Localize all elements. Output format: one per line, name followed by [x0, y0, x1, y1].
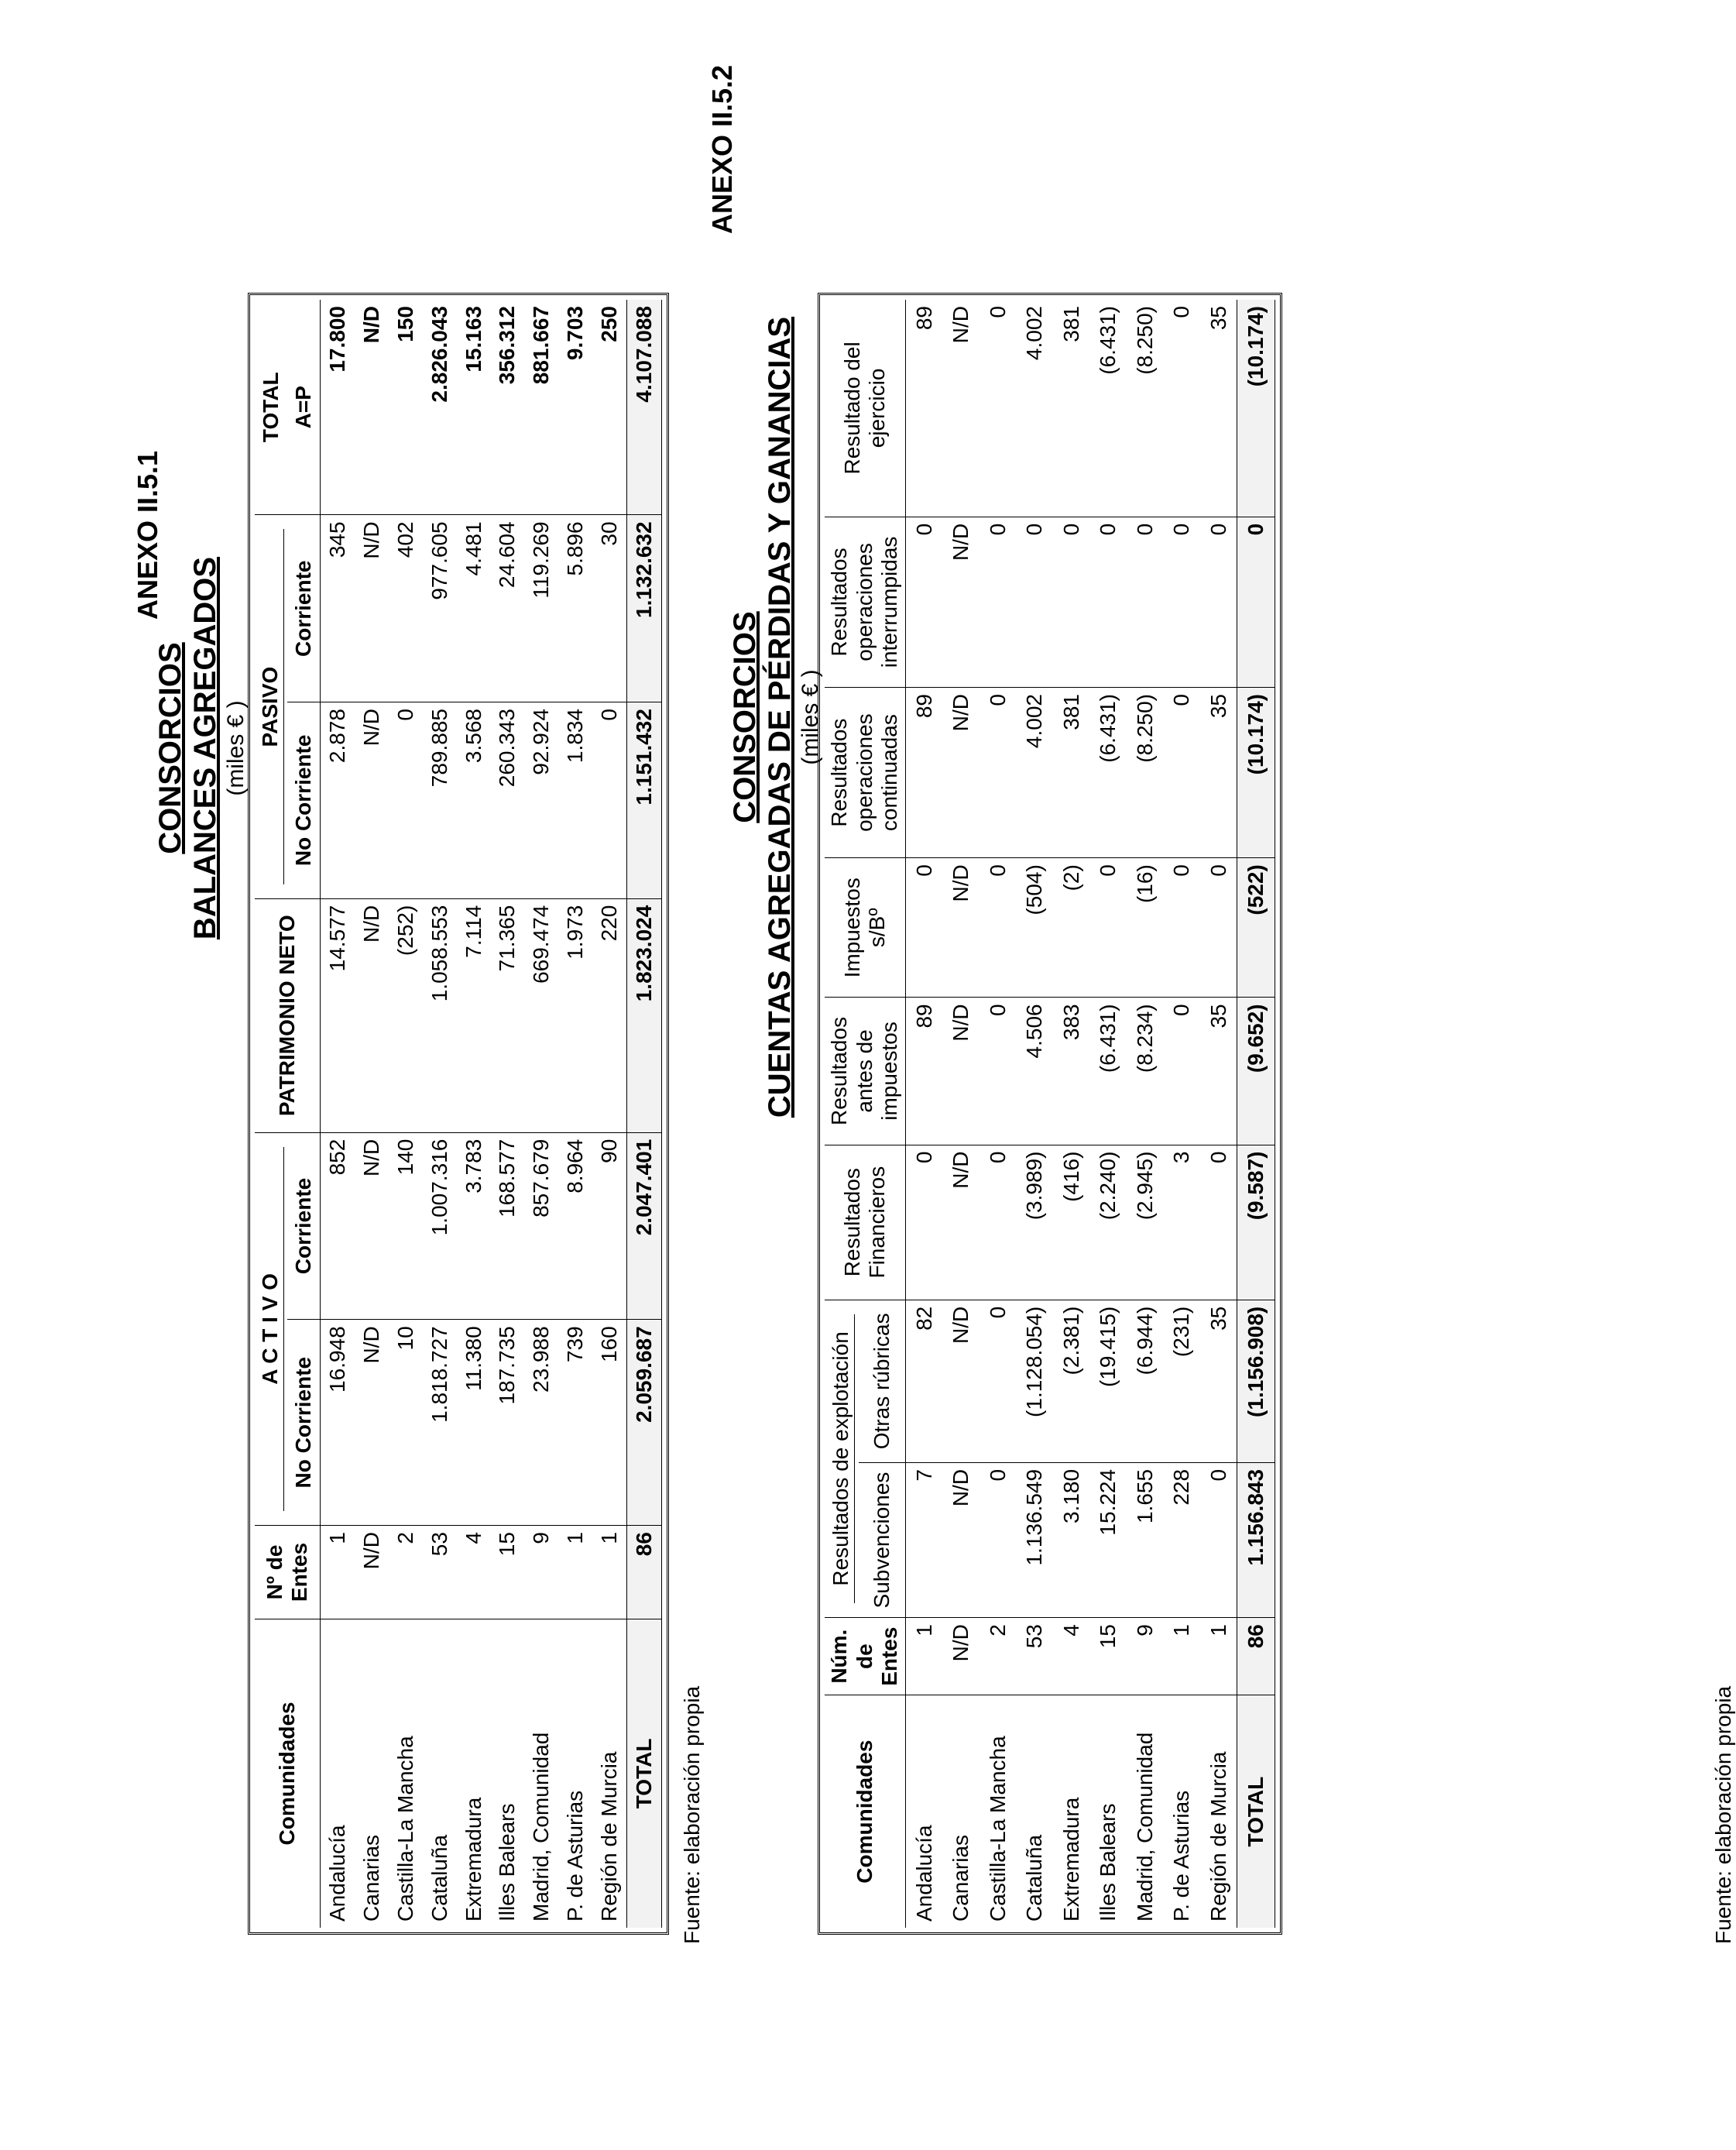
- table-cell: 2: [388, 1526, 422, 1619]
- row-label: Castilla-La Mancha: [980, 1695, 1017, 1928]
- header-continuadas: Resultados operaciones continuadas: [825, 688, 905, 858]
- table-row: [592, 300, 626, 1928]
- table-cell: 1.007.316: [422, 1132, 456, 1320]
- table-cell: 0: [1169, 306, 1194, 318]
- table-cell: N/D: [942, 688, 980, 858]
- table-cell: 4.002: [1022, 306, 1047, 361]
- table-cell: 0: [905, 858, 942, 998]
- table-cell: (8.250): [1127, 688, 1164, 858]
- table-cell: (1.128.054): [1016, 1300, 1053, 1462]
- table-cell: 260.343: [490, 702, 524, 899]
- table-cell: 23.988: [524, 1320, 558, 1526]
- table-cell: 0: [1127, 517, 1164, 687]
- table-cell: 53: [1016, 1618, 1053, 1695]
- table-cell: N/D: [942, 517, 980, 687]
- row-label: Extremadura: [456, 1619, 490, 1928]
- pyg-title: CONSORCIOS: [728, 611, 762, 823]
- balance-subtitle: BALANCES AGREGADOS: [187, 556, 222, 940]
- table-cell: N/D: [942, 1618, 980, 1695]
- table-cell: 0: [1200, 1462, 1237, 1617]
- table-cell: 0: [1163, 517, 1200, 687]
- row-label: Canarias: [354, 1619, 388, 1928]
- table-cell: 381: [1058, 306, 1083, 342]
- table-cell: (2): [1053, 858, 1090, 998]
- table-cell: 15: [1089, 1618, 1127, 1695]
- table-cell: 4.506: [1016, 998, 1053, 1145]
- table-cell: (231): [1163, 1300, 1200, 1462]
- header-subvenciones: Subvenciones: [859, 1462, 905, 1617]
- table-cell: 11.380: [456, 1320, 490, 1526]
- header-activo: [255, 1132, 287, 1525]
- table-cell: 90: [592, 1132, 626, 1320]
- table-cell: 4.002: [1016, 688, 1053, 858]
- table-cell: 92.924: [524, 702, 558, 899]
- table-cell: (6.431): [1089, 998, 1127, 1145]
- table-row: [1089, 300, 1127, 1928]
- header-comunidades: Comunidades: [825, 1695, 905, 1928]
- table-cell: 2.826.043: [427, 306, 451, 403]
- row-label: Extremadura: [1053, 1695, 1090, 1928]
- table-cell: 187.735: [490, 1320, 524, 1526]
- table-cell: 1: [558, 1526, 592, 1619]
- table-cell: 1.136.549: [1016, 1462, 1053, 1617]
- header-entes: Núm. de Entes: [825, 1618, 905, 1695]
- total-row: [1237, 300, 1275, 1928]
- table-row: [1200, 300, 1237, 1928]
- table-cell: 3: [1163, 1145, 1200, 1300]
- header-activo-label: A C T I V O: [258, 1147, 283, 1511]
- table-cell: 739: [558, 1320, 592, 1526]
- table-cell: 0: [1200, 1145, 1237, 1300]
- table-cell: N/D: [942, 1145, 980, 1300]
- table-cell: 383: [1053, 998, 1090, 1145]
- table-cell: (2.945): [1127, 1145, 1164, 1300]
- total-cell: (9.652): [1237, 998, 1275, 1145]
- table-cell: 0: [1200, 517, 1237, 687]
- row-label: Madrid, Comunidad: [1127, 1695, 1164, 1928]
- table-row: [1127, 300, 1164, 1928]
- table-cell: 1.058.553: [422, 898, 456, 1132]
- table-cell: N/D: [354, 1526, 388, 1619]
- row-label: Cataluña: [422, 1619, 456, 1928]
- table-cell: 35: [1200, 688, 1237, 858]
- row-label: Illes Balears: [490, 1619, 524, 1928]
- header-pasivo: [255, 515, 287, 898]
- table-cell: 7.114: [456, 898, 490, 1132]
- row-label: P. de Asturias: [1163, 1695, 1200, 1928]
- table-cell: 2.878: [320, 702, 354, 899]
- table-cell: (8.250): [1132, 306, 1157, 375]
- table-cell: 0: [980, 517, 1017, 687]
- table-cell: 0: [905, 1145, 942, 1300]
- table-cell: (504): [1016, 858, 1053, 998]
- table-cell: 14.577: [320, 898, 354, 1132]
- table-cell: N/D: [942, 1462, 980, 1617]
- table-cell: (6.431): [1089, 688, 1127, 858]
- table-cell: 852: [320, 1132, 354, 1320]
- table-cell: 857.679: [524, 1132, 558, 1320]
- row-label: Andalucía: [905, 1695, 942, 1928]
- table-cell: 0: [1200, 858, 1237, 998]
- total-cell: (9.587): [1237, 1145, 1275, 1300]
- table-cell: 71.365: [490, 898, 524, 1132]
- balance-title: CONSORCIOS: [153, 642, 187, 854]
- pyg-titles: [728, 214, 823, 1221]
- table-cell: 0: [1163, 688, 1200, 858]
- total-cell: 1.823.024: [626, 898, 661, 1132]
- total-cell: 86: [1237, 1618, 1275, 1695]
- total-cell: 0: [1237, 517, 1275, 687]
- annex-label-1: ANEXO II.5.1: [132, 450, 163, 620]
- table-cell: (19.415): [1089, 1300, 1127, 1462]
- table-row: [388, 300, 422, 1928]
- table-cell: 356.312: [495, 306, 520, 385]
- row-label: Cataluña: [1016, 1695, 1053, 1928]
- table-cell: N/D: [354, 898, 388, 1132]
- table-cell: 0: [980, 688, 1017, 858]
- table-cell: (2.240): [1089, 1145, 1127, 1300]
- table-row: [422, 300, 456, 1928]
- table-cell: 0: [1163, 998, 1200, 1145]
- table-cell: 15: [490, 1526, 524, 1619]
- table-cell: 345: [320, 515, 354, 702]
- table-cell: 1.818.727: [422, 1320, 456, 1526]
- table-cell: 1.834: [558, 702, 592, 899]
- table-cell: 1.655: [1127, 1462, 1164, 1617]
- header-activo-no-corriente: No Corriente: [287, 1320, 320, 1526]
- table-cell: 669.474: [524, 898, 558, 1132]
- table-cell: 0: [980, 1145, 1017, 1300]
- header-total: TOTAL: [258, 372, 283, 443]
- table-cell: N/D: [354, 1132, 388, 1320]
- total-label: TOTAL: [1237, 1695, 1275, 1928]
- total-cell: 1.132.632: [626, 515, 661, 702]
- table-cell: 4: [1053, 1618, 1090, 1695]
- table-cell: 140: [388, 1132, 422, 1320]
- balance-table: [255, 300, 662, 1928]
- table-cell: 0: [980, 998, 1017, 1145]
- total-row: [626, 300, 661, 1928]
- total-cell: 2.059.687: [626, 1320, 661, 1526]
- table-cell: 402: [388, 515, 422, 702]
- table-cell: (252): [388, 898, 422, 1132]
- table-row: [320, 300, 354, 1928]
- table-cell: 3.180: [1053, 1462, 1090, 1617]
- table-cell: 10: [388, 1320, 422, 1526]
- table-cell: 0: [980, 1462, 1017, 1617]
- total-cell: 1.151.432: [626, 702, 661, 899]
- table-cell: 3.783: [456, 1132, 490, 1320]
- table-cell: 5.896: [558, 515, 592, 702]
- row-label: Castilla-La Mancha: [388, 1619, 422, 1928]
- table-cell: 881.667: [529, 306, 554, 385]
- table-cell: 0: [388, 702, 422, 899]
- table-cell: N/D: [942, 858, 980, 998]
- header-financieros: Resultados Financieros: [825, 1145, 905, 1300]
- row-label: Canarias: [942, 1695, 980, 1928]
- table-row: [942, 300, 980, 1928]
- pyg-table: [825, 300, 1275, 1928]
- table-cell: 16.948: [320, 1320, 354, 1526]
- table-cell: N/D: [359, 306, 383, 344]
- header-entes: Nº de Entes: [255, 1526, 320, 1619]
- total-cell: (10.174): [1237, 688, 1275, 858]
- balance-titles: [153, 237, 249, 1259]
- table-cell: 220: [592, 898, 626, 1132]
- row-label: Región de Murcia: [592, 1619, 626, 1928]
- table-cell: N/D: [942, 1300, 980, 1462]
- table-row: [524, 300, 558, 1928]
- table-cell: 17.800: [324, 306, 349, 373]
- total-cell: 4.107.088: [626, 300, 661, 515]
- table-cell: 0: [1089, 858, 1127, 998]
- table-cell: 228: [1163, 1462, 1200, 1617]
- table-cell: 168.577: [490, 1132, 524, 1320]
- table-row: [1053, 300, 1090, 1928]
- balance-source: Fuente: elaboración propia: [680, 1685, 704, 1944]
- header-pasivo-label: PASIVO: [258, 529, 283, 884]
- table-cell: 789.885: [422, 702, 456, 899]
- row-label: P. de Asturias: [558, 1619, 592, 1928]
- table-cell: 0: [1163, 858, 1200, 998]
- row-label: Andalucía: [320, 1619, 354, 1928]
- table-cell: 35: [1200, 998, 1237, 1145]
- table-cell: 15.224: [1089, 1462, 1127, 1617]
- total-label: TOTAL: [626, 1619, 661, 1928]
- balance-table-frame: [248, 293, 669, 1935]
- table-row: [980, 300, 1017, 1928]
- table-cell: 0: [1053, 517, 1090, 687]
- header-comunidades: Comunidades: [255, 1619, 320, 1928]
- table-cell: 30: [592, 515, 626, 702]
- table-cell: (416): [1053, 1145, 1090, 1300]
- table-cell: (6.944): [1127, 1300, 1164, 1462]
- table-cell: 1: [1163, 1618, 1200, 1695]
- header-explotacion-label: Resultados de explotación: [829, 1314, 854, 1603]
- table-cell: 4: [456, 1526, 490, 1619]
- table-cell: 3.568: [456, 702, 490, 899]
- table-cell: 250: [597, 306, 622, 342]
- table-cell: 82: [905, 1300, 942, 1462]
- table-cell: 1: [320, 1526, 354, 1619]
- annex-label-2: ANEXO II.5.2: [706, 64, 738, 234]
- header-interrumpidas: Resultados operaciones interrumpidas: [825, 517, 905, 687]
- table-row: [558, 300, 592, 1928]
- pyg-units: (miles € ): [797, 669, 823, 765]
- total-cell: 2.047.401: [626, 1132, 661, 1320]
- table-row: [456, 300, 490, 1928]
- table-cell: 0: [980, 1300, 1017, 1462]
- header-otras-rubricas: Otras rúbricas: [859, 1300, 905, 1462]
- table-cell: 1: [1200, 1618, 1237, 1695]
- table-cell: 2: [980, 1618, 1017, 1695]
- table-cell: 119.269: [524, 515, 558, 702]
- table-cell: 89: [905, 688, 942, 858]
- total-cell: (10.174): [1237, 300, 1275, 517]
- pyg-source: Fuente: elaboración propia: [1711, 1685, 1735, 1944]
- table-cell: 0: [592, 702, 626, 899]
- header-ejercicio: Resultado del ejercicio: [825, 300, 905, 517]
- total-cell: (1.156.908): [1237, 1300, 1275, 1462]
- row-label: Región de Murcia: [1200, 1695, 1237, 1928]
- table-cell: 24.604: [490, 515, 524, 702]
- table-cell: 7: [905, 1462, 942, 1617]
- header-pasivo-no-corriente: No Corriente: [287, 702, 320, 899]
- table-cell: 0: [980, 858, 1017, 998]
- table-cell: N/D: [949, 306, 973, 344]
- total-cell: 1.156.843: [1237, 1462, 1275, 1617]
- table-cell: 160: [592, 1320, 626, 1526]
- table-row: [905, 300, 942, 1928]
- table-cell: 89: [905, 998, 942, 1145]
- header-explotacion: [825, 1300, 859, 1617]
- table-cell: 381: [1053, 688, 1090, 858]
- table-cell: N/D: [354, 515, 388, 702]
- header-patrimonio: PATRIMONIO NETO: [255, 898, 320, 1132]
- row-label: Madrid, Comunidad: [524, 1619, 558, 1928]
- table-row: [1163, 300, 1200, 1928]
- table-cell: 1.973: [558, 898, 592, 1132]
- table-cell: 0: [905, 517, 942, 687]
- table-cell: 9.703: [563, 306, 588, 361]
- total-cell: 86: [626, 1526, 661, 1619]
- table-cell: 9: [1127, 1618, 1164, 1695]
- table-cell: 1: [592, 1526, 626, 1619]
- table-cell: (2.381): [1053, 1300, 1090, 1462]
- header-total-sub: A=P: [287, 300, 320, 515]
- table-cell: 9: [524, 1526, 558, 1619]
- header-activo-corriente: Corriente: [287, 1132, 320, 1320]
- table-cell: 15.163: [461, 306, 485, 373]
- table-cell: 89: [911, 306, 936, 331]
- pyg-table-frame: [818, 293, 1282, 1935]
- table-row: [1016, 300, 1053, 1928]
- header-pasivo-corriente: Corriente: [287, 515, 320, 702]
- header-impuestos: Impuestos s/Bº: [825, 858, 905, 998]
- total-cell: (522): [1237, 858, 1275, 998]
- table-row: [354, 300, 388, 1928]
- header-antes-impuestos: Resultados antes de impuestos: [825, 998, 905, 1145]
- table-cell: 1: [905, 1618, 942, 1695]
- table-cell: (6.431): [1096, 306, 1120, 375]
- row-label: Illes Balears: [1089, 1695, 1127, 1928]
- table-cell: 0: [1089, 517, 1127, 687]
- table-cell: 150: [393, 306, 417, 342]
- table-cell: 35: [1200, 1300, 1237, 1462]
- table-cell: (8.234): [1127, 998, 1164, 1145]
- table-cell: 0: [985, 306, 1010, 318]
- table-cell: (3.989): [1016, 1145, 1053, 1300]
- table-cell: N/D: [942, 998, 980, 1145]
- table-cell: 4.481: [456, 515, 490, 702]
- table-cell: (16): [1127, 858, 1164, 998]
- table-cell: 53: [422, 1526, 456, 1619]
- table-cell: 8.964: [558, 1132, 592, 1320]
- table-cell: 0: [1016, 517, 1053, 687]
- table-row: [490, 300, 524, 1928]
- table-cell: N/D: [354, 702, 388, 899]
- table-cell: N/D: [354, 1320, 388, 1526]
- pyg-subtitle: CUENTAS AGREGADAS DE PÉRDIDAS Y GANANCIAS: [762, 316, 797, 1118]
- balance-units: (miles € ): [222, 700, 249, 796]
- table-cell: 977.605: [422, 515, 456, 702]
- table-cell: 35: [1206, 306, 1230, 331]
